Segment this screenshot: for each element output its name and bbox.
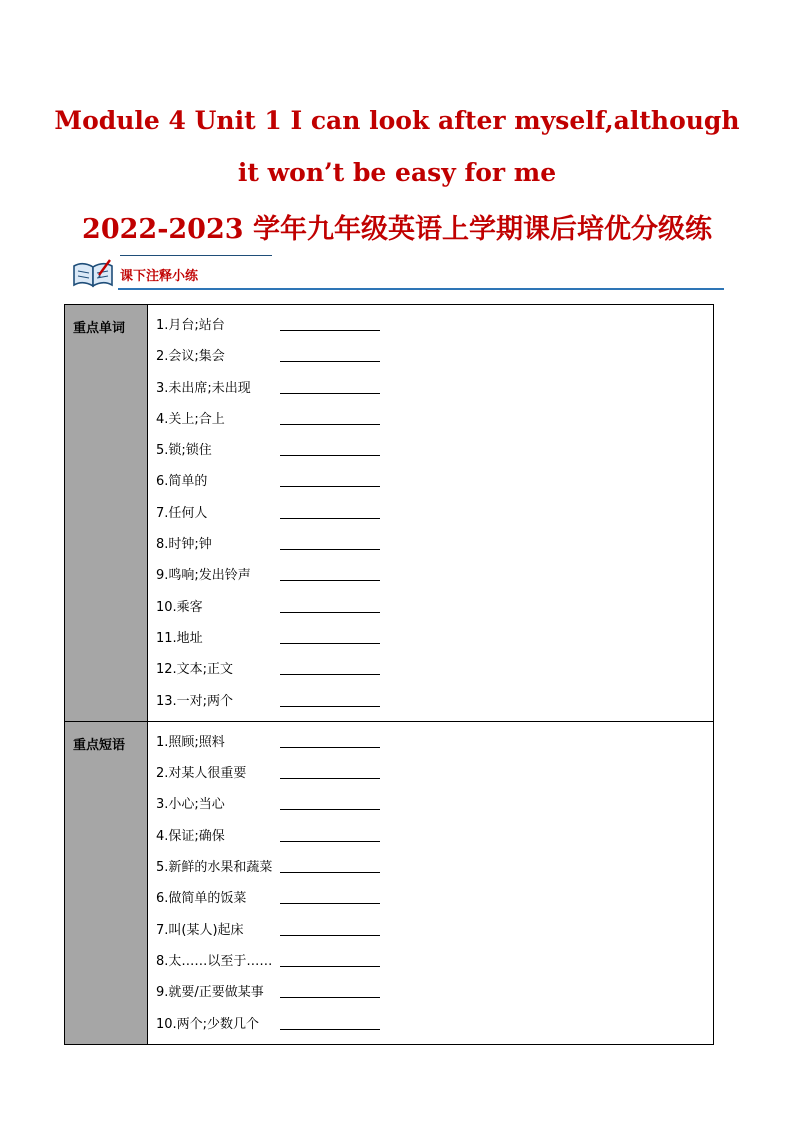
header-rule	[118, 288, 724, 290]
item-prompt: 12.文本;正文	[156, 662, 234, 678]
answer-blank[interactable]	[280, 674, 380, 675]
item-prompt: 1.照顾;照料	[156, 734, 225, 750]
answer-blank[interactable]	[280, 966, 380, 967]
list-item	[156, 530, 713, 561]
item-prompt: 13.一对;两个	[156, 693, 234, 709]
answer-blank[interactable]	[280, 809, 380, 810]
answer-blank[interactable]	[280, 486, 380, 487]
answer-blank[interactable]	[280, 706, 380, 707]
item-prompt: 9.就要/正要做某事	[156, 985, 264, 1001]
answer-blank[interactable]	[280, 1029, 380, 1030]
list-item	[156, 624, 713, 655]
table-row-phrases	[65, 721, 714, 1044]
list-item	[156, 759, 713, 790]
list-item	[156, 593, 713, 624]
item-prompt: 1.月台;站台	[156, 318, 225, 333]
answer-blank[interactable]	[280, 580, 380, 581]
list-item	[156, 374, 713, 405]
item-prompt: 7.叫(某人)起床	[156, 922, 244, 938]
title-line-2: it won’t be easy for me	[237, 158, 557, 187]
answer-blank[interactable]	[280, 330, 380, 331]
title-line-3: 2022-2023 学年九年级英语上学期课后培优分级练	[82, 214, 712, 245]
answer-blank[interactable]	[280, 424, 380, 425]
list-item	[156, 822, 713, 853]
list-item	[156, 467, 713, 498]
answer-blank[interactable]	[280, 872, 380, 873]
category-cell	[65, 305, 148, 722]
list-item	[156, 687, 713, 718]
item-prompt: 8.太……以至于……	[156, 953, 273, 969]
answer-blank[interactable]	[280, 549, 380, 550]
section-header	[72, 252, 724, 292]
item-prompt: 2.对某人很重要	[156, 766, 247, 782]
answer-blank[interactable]	[280, 903, 380, 904]
list-item	[156, 947, 713, 978]
item-prompt: 9.鸣响;发出铃声	[156, 568, 251, 584]
list-item	[156, 916, 713, 947]
item-prompt: 6.做简单的饭菜	[156, 891, 247, 907]
answer-blank[interactable]	[280, 778, 380, 779]
list-item	[156, 884, 713, 915]
answer-blank[interactable]	[280, 935, 380, 936]
list-item	[156, 561, 713, 592]
list-item	[156, 436, 713, 467]
list-item	[156, 978, 713, 1009]
answer-blank[interactable]	[280, 612, 380, 613]
item-prompt: 11.地址	[156, 630, 203, 646]
item-prompt: 4.关上;合上	[156, 411, 225, 427]
category-label-phrases: 重点短语	[73, 737, 126, 753]
answer-blank[interactable]	[280, 643, 380, 644]
section-label: 课下注释小练	[120, 269, 199, 284]
item-prompt: 3.小心;当心	[156, 797, 225, 813]
item-prompt: 5.锁;锁住	[156, 443, 212, 459]
list-item	[156, 311, 713, 342]
answer-blank[interactable]	[280, 997, 380, 998]
list-item	[156, 1010, 713, 1041]
items-cell	[148, 305, 714, 722]
title-line-1: Module 4 Unit 1 I can look after myself,although	[54, 106, 740, 135]
list-item	[156, 405, 713, 436]
answer-blank[interactable]	[280, 361, 380, 362]
vocab-table	[64, 304, 714, 1045]
answer-blank[interactable]	[280, 518, 380, 519]
item-prompt: 4.保证;确保	[156, 828, 225, 844]
list-item	[156, 499, 713, 530]
answer-blank[interactable]	[280, 747, 380, 748]
answer-blank[interactable]	[280, 841, 380, 842]
item-prompt: 8.时钟;钟	[156, 537, 212, 553]
item-prompt: 3.未出席;未出现	[156, 380, 251, 396]
table-row-words	[65, 305, 714, 722]
list-item	[156, 728, 713, 759]
list-item	[156, 790, 713, 821]
list-item	[156, 853, 713, 884]
item-prompt: 5.新鲜的水果和蔬菜	[156, 860, 273, 876]
list-item	[156, 342, 713, 373]
items-cell	[148, 721, 714, 1044]
item-prompt: 7.任何人	[156, 505, 208, 521]
header-overline	[120, 255, 272, 256]
answer-blank[interactable]	[280, 455, 380, 456]
category-label-words: 重点单词	[73, 321, 126, 336]
open-book-pen-icon	[72, 258, 114, 288]
category-cell	[65, 721, 148, 1044]
answer-blank[interactable]	[280, 393, 380, 394]
item-prompt: 10.乘客	[156, 599, 203, 615]
item-prompt: 2.会议;集会	[156, 349, 225, 365]
item-prompt: 10.两个;少数几个	[156, 1016, 260, 1032]
list-item	[156, 655, 713, 686]
item-prompt: 6.简单的	[156, 474, 208, 490]
